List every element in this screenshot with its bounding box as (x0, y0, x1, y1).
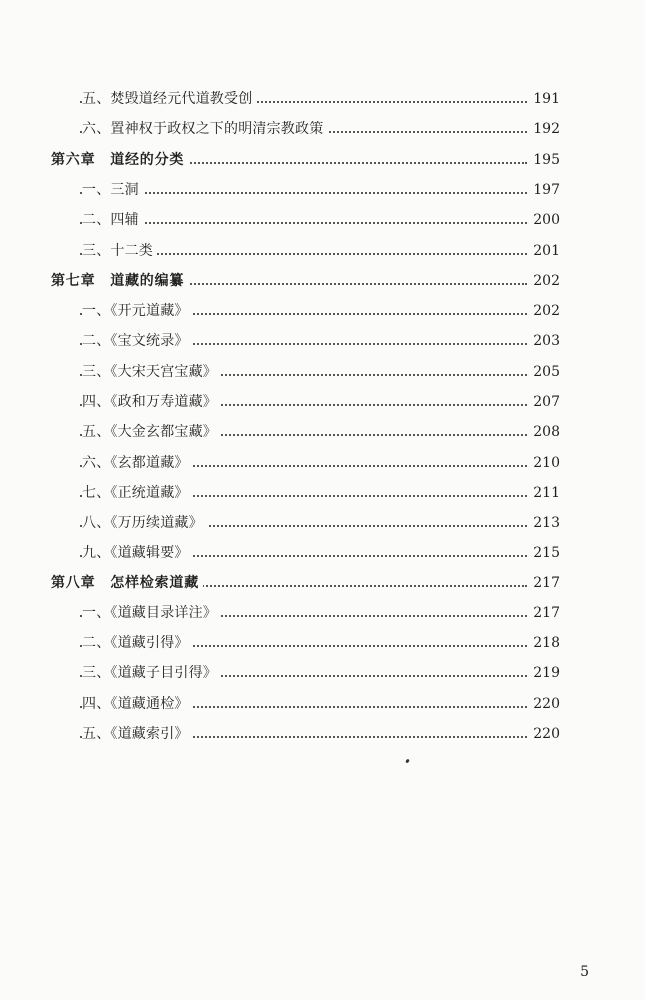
toc-entry-page: 195 (529, 148, 560, 172)
toc-entry (0, 661, 645, 685)
toc-entry-page: 217 (529, 571, 560, 595)
toc-entry-page: 210 (529, 451, 560, 475)
toc-entry (0, 329, 645, 353)
toc-entry-title: 二、《道藏引得》 (82, 631, 193, 655)
toc-entry-title: 一、《道藏目录详注》 (82, 601, 221, 625)
toc-entry-page: 220 (529, 692, 560, 716)
toc-entry-page: 203 (529, 329, 560, 353)
toc-entry-page: 202 (529, 299, 560, 323)
toc-entry (0, 511, 645, 535)
toc-entry-page: 219 (529, 661, 560, 685)
toc-entry-page: 200 (529, 208, 560, 232)
toc-entry-title: 一、三洞 (82, 178, 143, 202)
toc-entry (0, 299, 645, 323)
toc-entry (0, 239, 645, 263)
toc-chapter-title: 第七章 道藏的编纂 (51, 269, 188, 293)
toc-entry (0, 178, 645, 202)
toc-chapter-entry (0, 148, 645, 172)
toc-entry-title: 二、四辅 (82, 208, 143, 232)
toc-entry-page: 207 (529, 390, 560, 414)
toc-entry-title: 九、《道藏辑要》 (82, 541, 193, 565)
toc-entry (0, 481, 645, 505)
toc-entry-title: 三、《大宋天宫宝藏》 (82, 360, 221, 384)
toc-entry-page: 220 (529, 722, 560, 746)
toc-entry-page: 211 (529, 481, 560, 505)
toc-entry (0, 390, 645, 414)
toc-entry-title: 六、《玄都道藏》 (82, 451, 193, 475)
dot-leader (80, 222, 527, 224)
toc-entry-page: 205 (529, 360, 560, 384)
dot-leader (80, 192, 527, 194)
toc-entry-title: 四、《道藏通检》 (82, 692, 193, 716)
toc-entry-title: 四、《政和万寿道藏》 (82, 390, 221, 414)
toc-entry-title: 五、《道藏索引》 (82, 722, 193, 746)
toc-entry-page: 191 (529, 87, 560, 111)
toc-entry-page: 215 (529, 541, 560, 565)
toc-entry (0, 722, 645, 746)
toc-entry-page: 208 (529, 420, 560, 444)
toc-entry (0, 692, 645, 716)
toc-chapter-title: 第八章 怎样检索道藏 (51, 571, 203, 595)
toc-entry (0, 117, 645, 141)
toc-entry-title: 六、置神权于政权之下的明清宗教政策 (82, 117, 327, 141)
toc-entry-page: 201 (529, 239, 560, 263)
toc-entry-title: 三、十二类 (82, 239, 157, 263)
page-number: 5 (580, 964, 589, 980)
toc-entry-page: 192 (529, 117, 560, 141)
toc-entry-title: 五、《大金玄都宝藏》 (82, 420, 221, 444)
toc-chapter-entry (0, 571, 645, 595)
toc-chapter-entry (0, 269, 645, 293)
toc-entry-title: 一、《开元道藏》 (82, 299, 193, 323)
toc-entry (0, 360, 645, 384)
toc-entry (0, 208, 645, 232)
toc-entry-page: 202 (529, 269, 560, 293)
toc-entry (0, 601, 645, 625)
toc-entry-title: 五、焚毁道经元代道教受创 (82, 87, 256, 111)
toc-entry-page: 218 (529, 631, 560, 655)
toc-entry (0, 451, 645, 475)
toc-entry-page: 197 (529, 178, 560, 202)
toc-entry (0, 87, 645, 111)
toc-entry-title: 八、《万历续道藏》 (82, 511, 207, 535)
toc-entry-title: 三、《道藏子目引得》 (82, 661, 221, 685)
toc-entry-page: 213 (529, 511, 560, 535)
toc-entry (0, 541, 645, 565)
toc-entry-title: 七、《正统道藏》 (82, 481, 193, 505)
toc-entry (0, 420, 645, 444)
toc-chapter-title: 第六章 道经的分类 (51, 148, 188, 172)
toc-entry (0, 631, 645, 655)
toc-entry-title: 二、《宝文统录》 (82, 329, 193, 353)
toc-entry-page: 217 (529, 601, 560, 625)
